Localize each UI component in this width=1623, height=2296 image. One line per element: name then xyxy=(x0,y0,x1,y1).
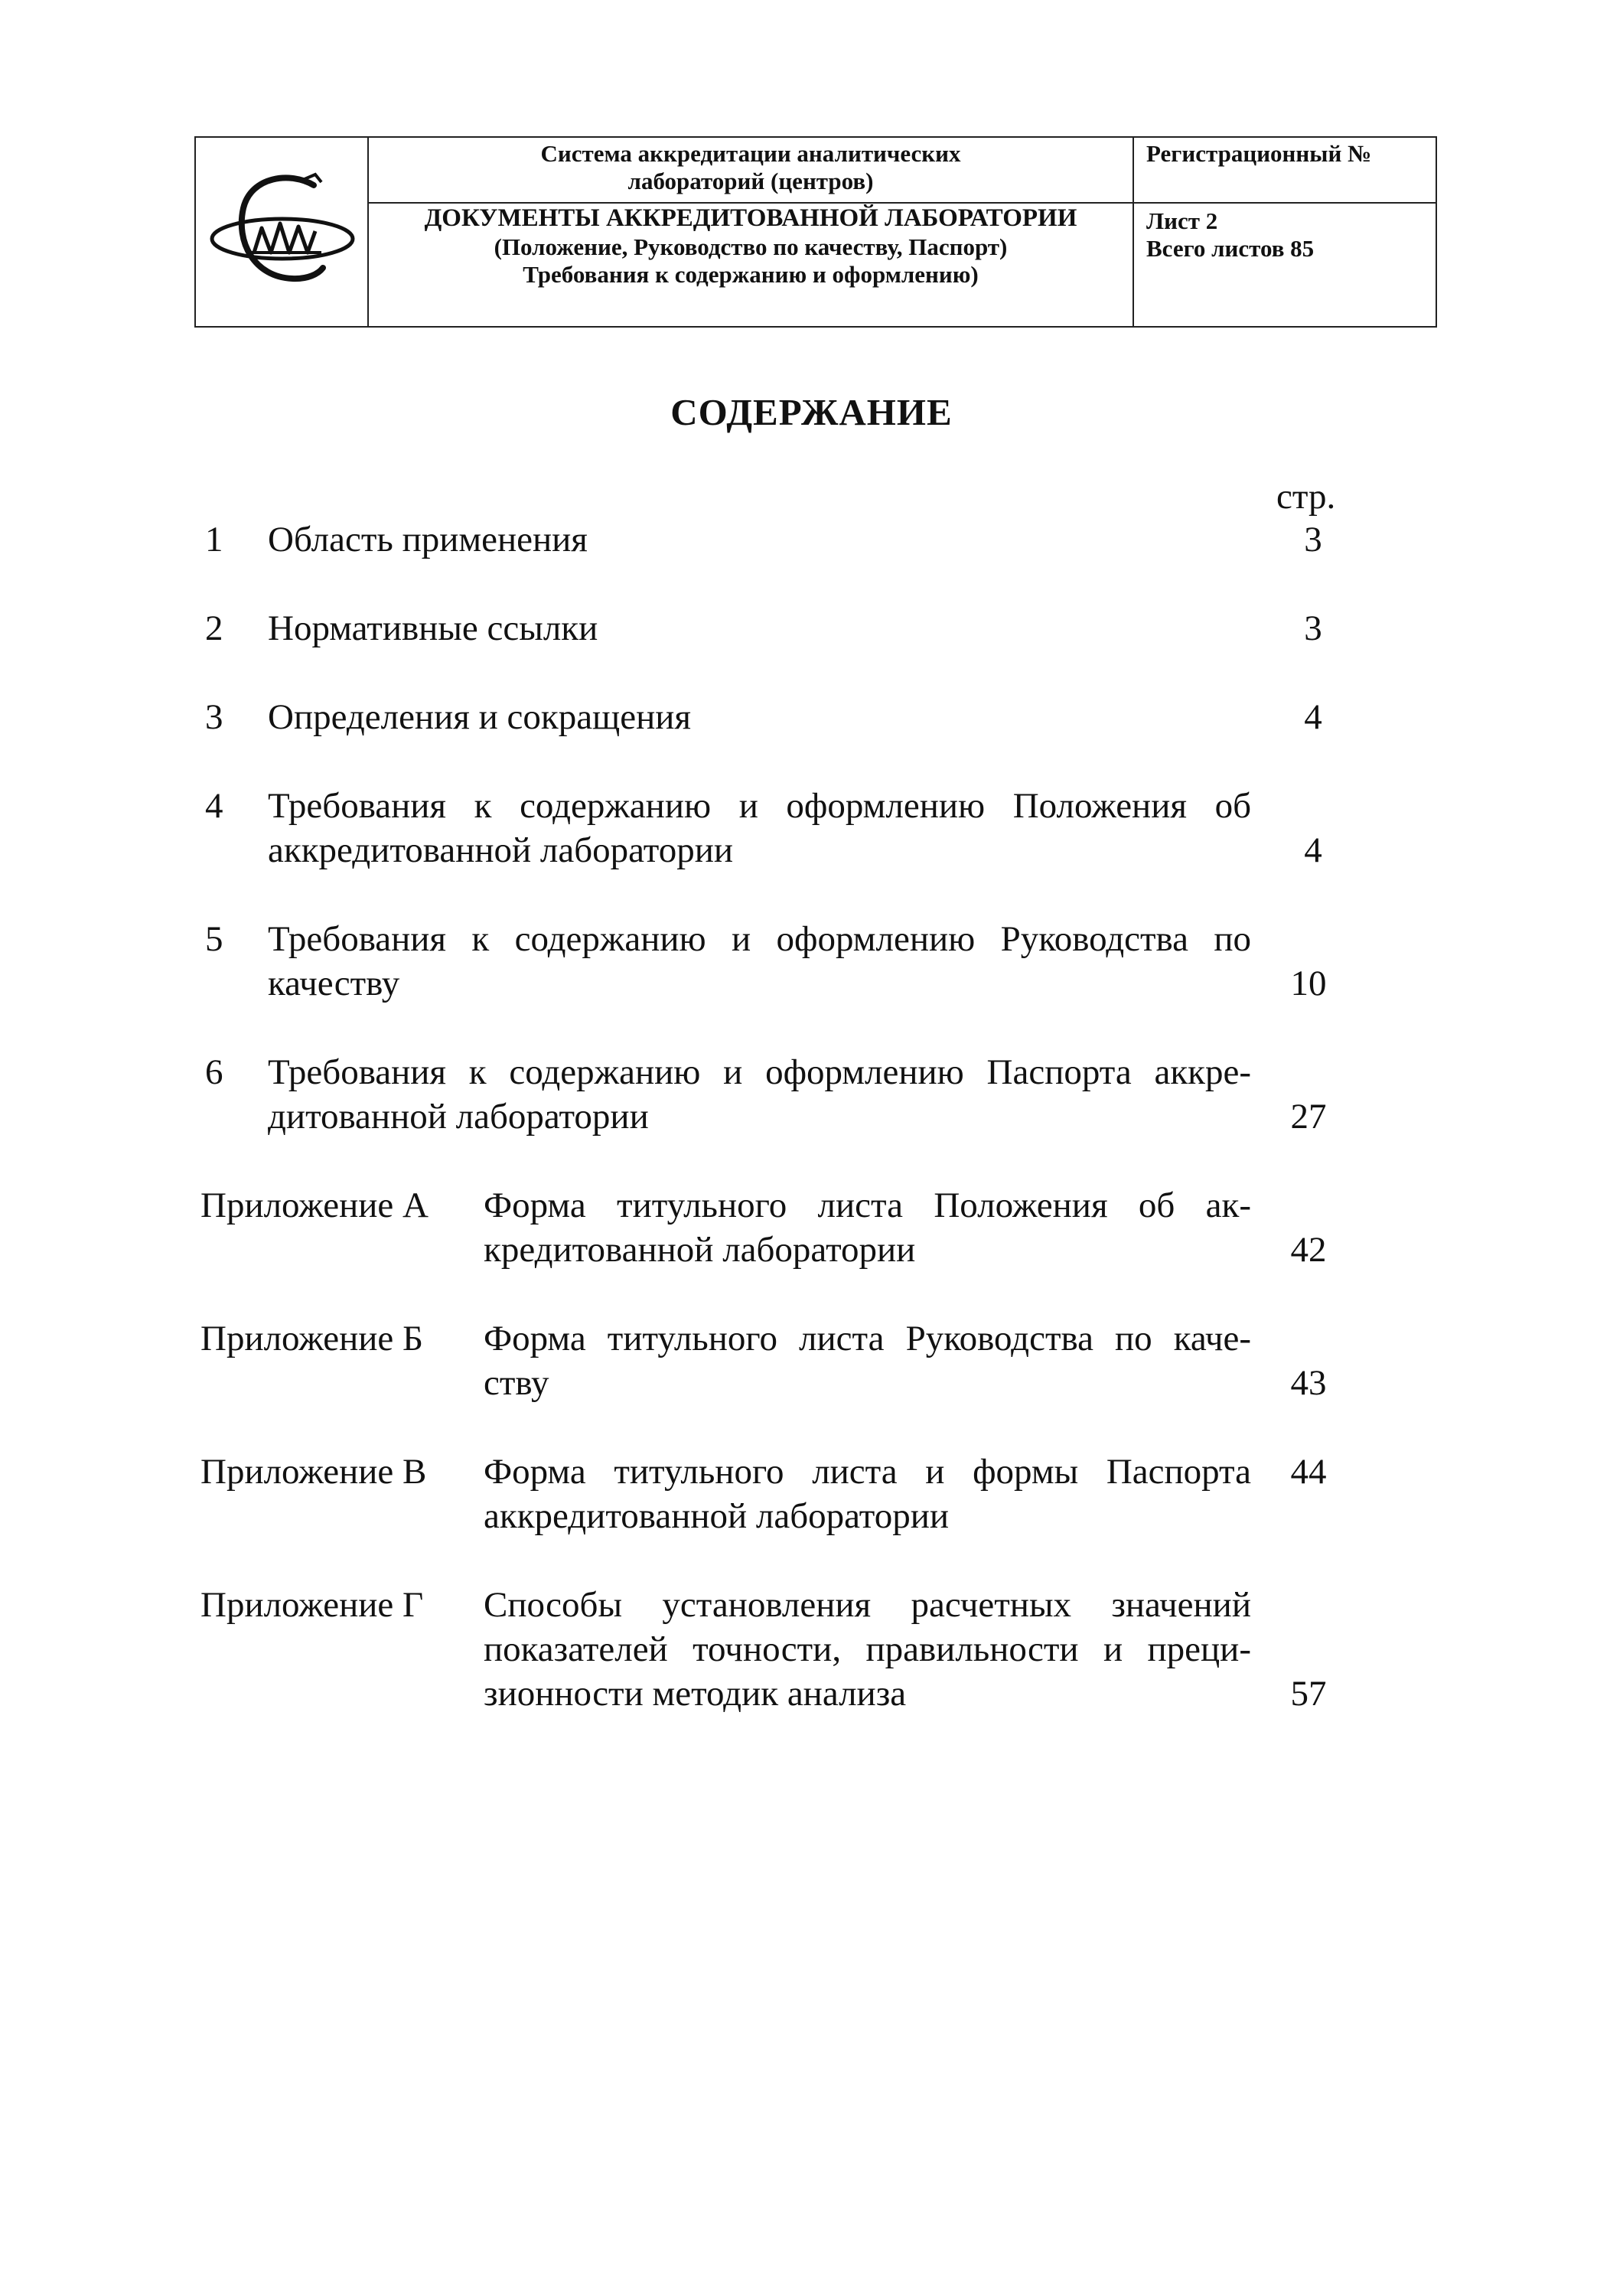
toc-entry-line: дитованной лаборатории xyxy=(268,1097,649,1137)
org-name-line2: лабораторий (центров) xyxy=(627,168,874,194)
toc-entry-line: кредитованной лаборатории xyxy=(484,1230,916,1270)
toc-entry-line: аккредитованной лаборатории xyxy=(268,830,733,870)
document-subtitle-2: Требования к содержанию и оформлению) xyxy=(523,261,979,288)
toc-entry-line: Нормативные ссылки xyxy=(268,608,598,648)
toc-entry-line: показателей точности, правильности и преци- xyxy=(484,1629,1251,1669)
toc-entry-page: 27 xyxy=(1290,1097,1327,1137)
toc-entry-title xyxy=(268,1050,1251,1139)
toc-appendix-title xyxy=(484,1183,1251,1272)
toc-appendix-label: Приложение Г xyxy=(200,1585,424,1625)
toc-entry-line: Определения и сокращения xyxy=(268,697,692,737)
toc-entry-line: Область применения xyxy=(268,520,588,559)
toc-appendix-label: Приложение Б xyxy=(200,1319,423,1358)
total-sheets: Всего листов 85 xyxy=(1146,235,1315,262)
toc-appendix-label: Приложение В xyxy=(200,1452,427,1492)
toc-entry-line: качеству xyxy=(268,964,400,1003)
document-title: ДОКУМЕНТЫ АККРЕДИТОВАННОЙ ЛАБОРАТОРИИ xyxy=(424,204,1077,232)
toc-entry-number: 5 xyxy=(205,919,223,959)
toc-entry-line: Требования к содержанию и оформлению Положения об xyxy=(268,786,1251,826)
sheet-number: Лист 2 xyxy=(1146,207,1218,234)
toc-entry-line: Требования к содержанию и оформлению Паспорта аккре- xyxy=(268,1052,1251,1092)
toc-entry-title xyxy=(268,695,1251,739)
toc-entry-title xyxy=(268,917,1251,1006)
page-column-label: стр. xyxy=(1276,477,1336,517)
page-title: СОДЕРЖАНИЕ xyxy=(670,391,953,433)
toc-appendix-title xyxy=(484,1450,1251,1538)
toc-entry-page: 57 xyxy=(1290,1674,1327,1714)
toc-entry-number: 4 xyxy=(205,786,223,826)
toc-entry-line: Форма титульного листа Положения об ак- xyxy=(484,1186,1251,1225)
org-name-line1: Система аккредитации аналитических xyxy=(540,140,961,167)
toc-entry-line: ству xyxy=(484,1363,549,1403)
toc-entry-number: 1 xyxy=(205,520,223,559)
registration-number-label: Регистрационный № xyxy=(1146,140,1372,167)
toc-entry-page: 10 xyxy=(1290,964,1327,1003)
toc-entry-title xyxy=(268,606,1251,651)
toc-entry-line: Требования к содержанию и оформлению Руководства по xyxy=(268,919,1251,959)
toc-entry-page: 3 xyxy=(1304,608,1322,648)
toc-entry-page: 43 xyxy=(1290,1363,1327,1403)
toc-appendix-label: Приложение А xyxy=(200,1186,429,1225)
toc-entry-line: зионности методик анализа xyxy=(484,1674,907,1714)
toc-entry-title xyxy=(268,517,1251,562)
toc-entry-page: 3 xyxy=(1304,520,1322,559)
document-subtitle-1: (Положение, Руководство по качеству, Паспорт) xyxy=(494,233,1008,260)
toc-entry-number: 6 xyxy=(205,1052,223,1092)
toc-entry-number: 2 xyxy=(205,608,223,648)
toc-entry-line: Способы установления расчетных значений xyxy=(484,1585,1251,1625)
toc-entry-page: 44 xyxy=(1290,1452,1327,1492)
toc-entry-title xyxy=(268,784,1251,872)
toc-appendix-title xyxy=(484,1583,1251,1716)
toc-entry-line: Форма титульного листа Руководства по каче- xyxy=(484,1319,1251,1358)
toc-entry-number: 3 xyxy=(205,697,223,737)
toc-entry-page: 42 xyxy=(1290,1230,1327,1270)
toc-entry-page: 4 xyxy=(1304,697,1322,737)
toc-entry-line: Форма титульного листа и формы Паспорта xyxy=(484,1452,1251,1492)
toc-appendix-title xyxy=(484,1316,1251,1405)
toc-entry-line: аккредитованной лаборатории xyxy=(484,1496,949,1536)
toc-entry-page: 4 xyxy=(1304,830,1322,870)
